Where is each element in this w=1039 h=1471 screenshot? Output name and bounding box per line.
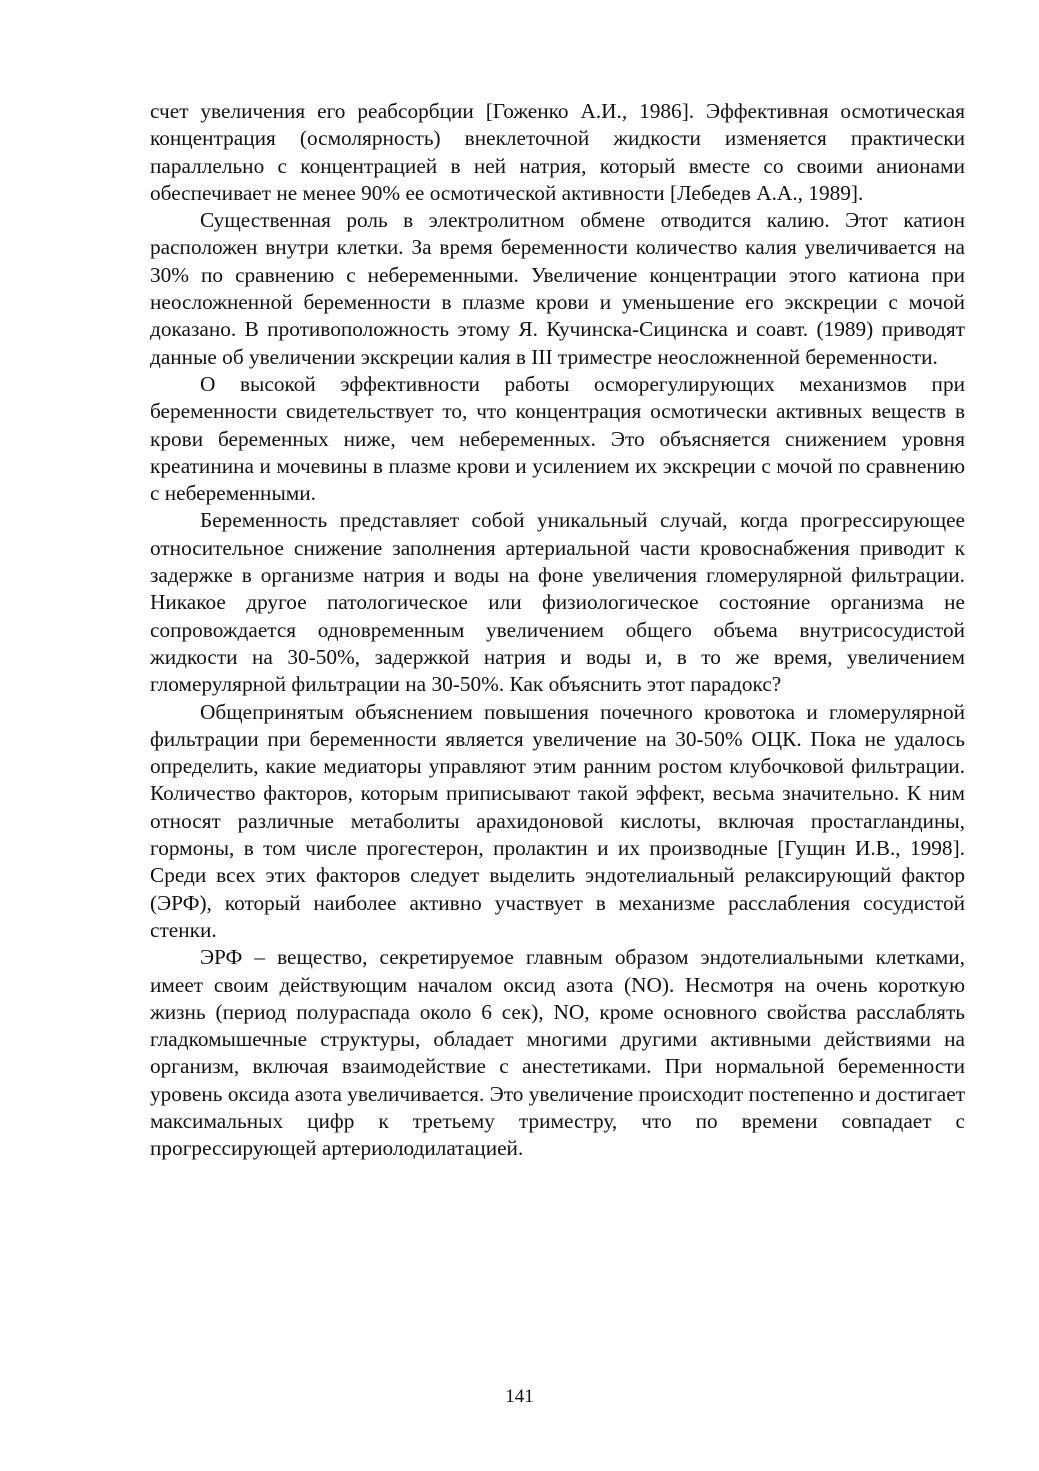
paragraph-3: О высокой эффективности работы осморегулирующих механизмов при беременности свидетельствует то, что концентрация осмотически активных веществ в крови беременных ниже, чем небеременных. Это объясняется снижением уровня креатинина и мочевины в плазме крови и усилением их экскреции с мочой по сравнению с небеременными. — [150, 371, 965, 506]
paragraph-1: счет увеличения его реабсорбции [Гоженко А.И., 1986]. Эффективная осмотическая концентрация (осмолярность) внеклеточной жидкости изменяется практически параллельно с концентрацией в ней натрия, который вместе со своими анионами обеспечивает не менее 90% ее осмотической активности [Лебедев А.А., 1989]. — [150, 99, 965, 205]
body-text — [150, 98, 965, 1163]
paragraph-6: ЭРФ – вещество, секретируемое главным образом эндотелиальными клетками, имеет своим действующим началом оксид азота (NO). Несмотря на очень короткую жизнь (период полураспада около 6 сек), NO, кроме основного свойства расслаблять гладкомышечные структуры, обладает многими другими активными действиями на организм, включая взаимодействие с анестетиками. При нормальной беременности уровень оксида азота увеличивается. Это увеличение происходит постепенно и достигает максимальных цифр к третьему триместру, что по времени совпадает с прогрессирующей артериолодилатацией. — [150, 945, 965, 1161]
paragraph-5: Общепринятым объяснением повышения почечного кровотока и гломерулярной фильтрации при беременности является увеличение на 30-50% ОЦК. Пока не удалось определить, какие медиаторы управляют этим ранним ростом клубочковой фильтрации. Количество факторов, которым приписывают такой эффект, весьма значительно. К ним относят различные метаболиты арахидоновой кислоты, включая простагландины, гормоны, в том числе прогестерон, пролактин и их производные [Гущин И.В., 1998]. Среди всех этих факторов следует выделить эндотелиальный релаксирующий фактор (ЭРФ), который наиболее активно участвует в механизме расслабления сосудистой стенки. — [150, 699, 965, 942]
paragraph-2: Существенная роль в электролитном обмене отводится калию. Этот катион расположен внутри клетки. За время беременности количество калия увеличивается на 30% по сравнению с небеременными. Увеличение концентрации этого катиона при неосложненной беременности в плазме крови и уменьшение его экскреции с мочой доказано. В противоположность этому Я. Кучинска-Сицинска и соавт. (1989) приводят данные об увеличении экскреции калия в III триместре неосложненной беременности. — [150, 208, 965, 369]
page-number: 141 — [505, 1386, 534, 1407]
paragraph-4: Беременность представляет собой уникальный случай, когда прогрессирующее относительное снижение заполнения артериальной части кровоснабжения приводит к задержке в организме натрия и воды на фоне увеличения гломерулярной фильтрации. Никакое другое патологическое или физиологическое состояние организма не сопровождается одновременным увеличением общего объема внутрисосудистой жидкости на 30-50%, задержкой натрия и воды и, в то же время, увеличением гломерулярной фильтрации на 30-50%. Как объяснить этот парадокс? — [150, 508, 965, 697]
